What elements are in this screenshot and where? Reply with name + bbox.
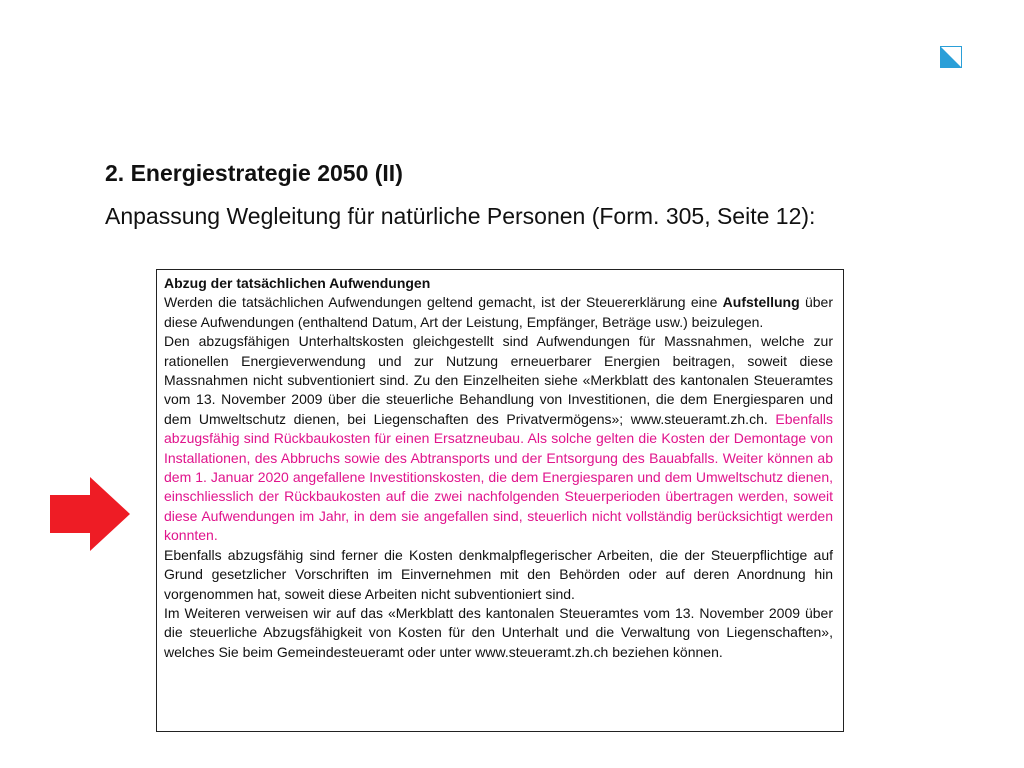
slide-title: 2. Energiestrategie 2050 (II) — [105, 160, 403, 186]
excerpt-paragraph-2 — [164, 332, 833, 545]
right-arrow-icon — [50, 477, 130, 551]
excerpt-highlighted-amendment: Ebenfalls abzugsfähig sind Rückbaukosten für einen Ersatzneubau. Als solche gelten die Kosten der Demontage von Installationen, des Abbruchs sowie des Abtransports und der Entsorgung des Bauabfalls. Weiter können ab dem 1. Januar 2020 angefallene Investitionskosten, die dem Energiesparen und dem Umweltschutz dienen, einschliesslich der Rückbaukosten auf die zwei nachfolgenden Steuerperioden übertragen werden, soweit diese Aufwendungen im Jahr, in dem sie angefallen sind, steuerlich nicht vollständig berücksichtigt werden konnten. — [164, 410, 833, 544]
excerpt-paragraph-3: Ebenfalls abzugsfähig sind ferner die Kosten denkmalpflegerischer Arbeiten, die der Steuerpflichtige auf Grund gesetzlicher Vorschriften im Einvernehmen mit den Behörden oder auf deren Anordnung hin vorgenommen hat, soweit diese Arbeiten nicht subventioniert sind. — [164, 546, 833, 602]
excerpt-p1-text-end: über diese Aufwendungen (enthaltend Datum, Art der Leistung, Empfänger, Beträge usw.) beizulegen. — [164, 294, 833, 330]
excerpt-heading: Abzug der tatsächlichen Aufwendungen — [164, 275, 431, 291]
excerpt-p1-text: Werden die tatsächlichen Aufwendungen geltend gemacht, ist der Steuererklärung eine — [164, 294, 723, 311]
excerpt-paragraph-1 — [164, 293, 833, 332]
excerpt-paragraph-4: Im Weiteren verweisen wir auf das «Merkblatt des kantonalen Steueramtes vom 13. November 2009 über die steuerliche Abzugsfähigkeit von Kosten für den Unterhalt und die Verwaltung von Liegenschaften», welches Sie beim Gemeindesteueramt oder unter www.steueramt.zh.ch beziehen können. — [164, 604, 833, 660]
canton-zurich-logo-icon — [940, 46, 962, 68]
excerpt-p1-bold: Aufstellung — [722, 294, 800, 311]
wegleitung-excerpt — [156, 269, 844, 732]
slide-subtitle: Anpassung Wegleitung für natürliche Personen (Form. 305, Seite 12): — [105, 203, 816, 229]
excerpt-p2-text: Den abzugsfähigen Unterhaltskosten gleichgestellt sind Aufwendungen für Massnahmen, welche zur rationellen Energieverwendung und zur Nutzung erneuerbarer Energien beitragen, soweit diese Massnahmen nicht subventioniert sind. Zu den Einzelheiten siehe «Merkblatt des kantonalen Steueramtes vom 13. November 2009 über die steuerliche Behandlung von Investitionen, die dem Energiesparen und dem Umweltschutz dienen, bei Liegenschaften des Privatvermögens»; www.steueramt.zh.ch. — [164, 333, 833, 427]
